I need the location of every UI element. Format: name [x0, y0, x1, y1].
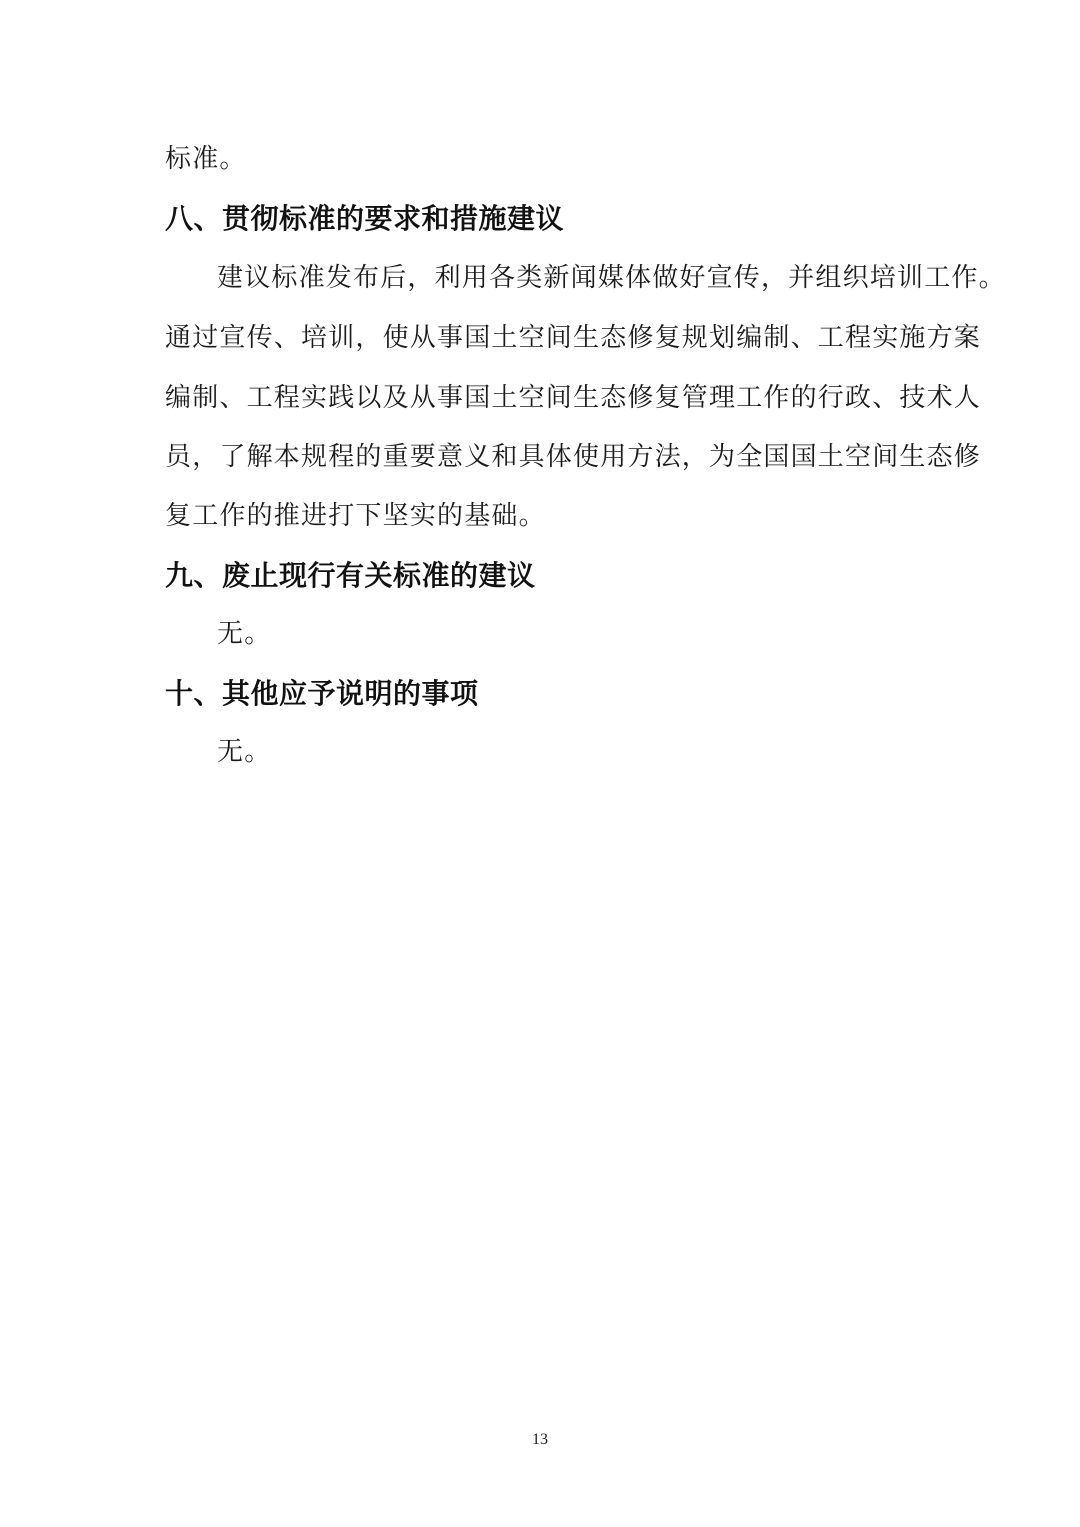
section-heading-10: 十、其他应予说明的事项 — [165, 677, 479, 710]
paragraph-continuation: 标准。 — [165, 144, 247, 174]
paragraph-line: 建议标准发布后，利用各类新闻媒体做好宣传，并组织培训工作。 — [217, 263, 1006, 293]
paragraph-line: 复工作的推进打下坚实的基础。 — [165, 501, 546, 531]
page-number: 13 — [532, 1431, 548, 1448]
paragraph-line: 员，了解本规程的重要意义和具体使用方法，为全国国土空间生态修 — [165, 442, 982, 472]
section-9-body: 无。 — [217, 619, 272, 649]
section-heading-8: 八、贯彻标准的要求和措施建议 — [165, 202, 565, 235]
paragraph-line: 编制、工程实践以及从事国土空间生态修复管理工作的行政、技术人 — [165, 383, 982, 413]
paragraph-line: 通过宣传、培训，使从事国土空间生态修复规划编制、工程实施方案 — [165, 323, 982, 353]
section-10-body: 无。 — [217, 737, 272, 767]
section-heading-9: 九、废止现行有关标准的建议 — [165, 559, 536, 592]
